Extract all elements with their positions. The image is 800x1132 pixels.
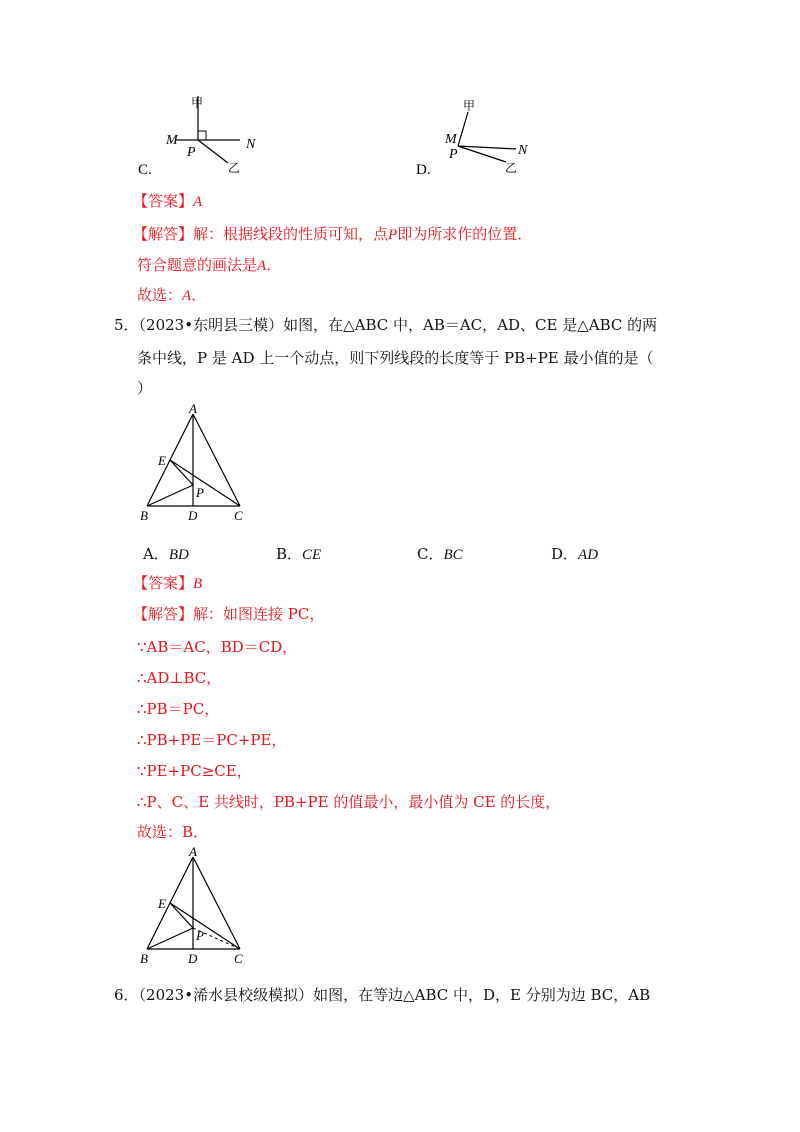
- figure-option-c: [130, 90, 280, 185]
- q5-stem-rest: ABC 中，AB＝AC，AD、CE 是△ABC 的两: [354, 316, 658, 334]
- q5-fig-c: C: [234, 508, 243, 523]
- q5-option-a-text: BD: [168, 547, 189, 563]
- q5-option-b-letter: B．: [276, 545, 303, 563]
- q4-line2-end: ．: [266, 256, 282, 274]
- q4-answer: [133, 191, 202, 212]
- q4-solution: [133, 224, 532, 245]
- q5-option-d-text: AD: [578, 547, 599, 563]
- q5-solution: [133, 604, 324, 624]
- q5-step-1: ∵AB＝AC，BD＝CD，: [137, 638, 298, 656]
- figure-option-d: [408, 92, 558, 187]
- q5-solution-tag: 【解答】: [133, 605, 194, 623]
- q5-stem-line-1: [114, 315, 657, 335]
- q4-solution-text-2: 即为所求作的位置．: [397, 225, 533, 243]
- q4-final-text: 故选：: [137, 286, 183, 304]
- q5-option-c[interactable]: [417, 543, 463, 564]
- q5-number: 5．: [114, 316, 139, 334]
- q4-final: [137, 285, 206, 306]
- fig-c-n: N: [246, 137, 256, 152]
- q5-triangle-figure: [135, 402, 255, 524]
- fig-d-m: M: [445, 132, 457, 147]
- q5-step-4: ∴PB+PE＝PC+PE，: [137, 731, 287, 749]
- q5-option-d-letter: D．: [551, 545, 579, 563]
- q4-final-end: ．: [191, 286, 207, 304]
- q5-sol-fig-c: C: [234, 951, 243, 966]
- q5-fig-b: B: [140, 508, 148, 523]
- q5-option-c-letter: C．: [417, 545, 444, 563]
- fig-d-n: N: [518, 143, 528, 158]
- q4-solution-p: P: [388, 227, 398, 243]
- q5-source: （2023•东明县三模）如图，在△: [138, 316, 355, 334]
- q5-sol-fig-a: A: [189, 845, 197, 859]
- q4-line2-text: 符合题意的画法是: [137, 256, 258, 274]
- q4-answer-tag: 【答案】: [133, 192, 194, 210]
- q5-sol-fig-e: E: [158, 896, 166, 911]
- q5-option-d[interactable]: [551, 543, 598, 564]
- q5-stem-line-3: ）: [137, 379, 153, 397]
- q5-answer-value: B: [193, 576, 203, 592]
- q6-number: 6．: [114, 986, 139, 1004]
- q5-answer-tag: 【答案】: [133, 574, 194, 592]
- q5-option-b-text: CE: [302, 547, 322, 563]
- q5-fig-p: P: [196, 485, 204, 500]
- q5-option-c-text: BC: [443, 547, 463, 563]
- fig-c-jia: 甲: [191, 96, 204, 110]
- q5-sol-fig-b: B: [140, 951, 148, 966]
- q5-stem-line-2: 条中线，P 是 AD 上一个动点，则下列线段的长度等于 PB+PE 最小值的是（: [137, 349, 654, 367]
- q5-step-5: ∵PE+PC≥CE，: [137, 762, 252, 780]
- q6-stem: [114, 985, 650, 1005]
- q4-solution-text-1: 解：根据线段的性质可知，点: [193, 225, 389, 243]
- q5-sol-fig-p: P: [196, 928, 204, 943]
- q5-fig-d: D: [188, 508, 198, 523]
- q4-answer-value: A: [193, 194, 203, 210]
- fig-d-jia: 甲: [463, 99, 476, 113]
- q5-step-6: ∴P、C、E 共线时，PB+PE 的值最小，最小值为 CE 的长度，: [137, 793, 561, 811]
- q5-step-2: ∴AD⊥BC，: [137, 669, 222, 687]
- fig-c-label: C.: [138, 162, 152, 178]
- q5-option-b[interactable]: [276, 543, 321, 564]
- fig-c-p: P: [187, 145, 196, 160]
- q5-answer: [133, 573, 202, 594]
- q4-final-letter: A: [182, 288, 192, 304]
- q5-step-7: 故选：B．: [137, 823, 209, 841]
- fig-c-yi: 乙: [228, 161, 241, 175]
- fig-d-yi: 乙: [505, 161, 518, 175]
- fig-c-m: M: [166, 133, 178, 148]
- q4-solution-line-2: [137, 255, 281, 276]
- q6-stem-text: （2023•浠水县校级模拟）如图，在等边△ABC 中，D，E 分别为边 BC，AB: [138, 986, 651, 1004]
- q5-solution-figure: [135, 845, 255, 967]
- q5-fig-a: A: [189, 402, 197, 416]
- q4-line2-letter: A: [257, 258, 267, 274]
- fig-d-label: D.: [416, 162, 431, 178]
- q5-option-a-letter: A．: [143, 545, 169, 563]
- q5-solution-first: 解：如图连接 PC，: [193, 605, 325, 623]
- fig-d-p: P: [449, 147, 458, 162]
- q4-solution-tag: 【解答】: [133, 225, 194, 243]
- q5-option-a[interactable]: [143, 543, 189, 564]
- q5-sol-fig-d: D: [188, 951, 198, 966]
- q5-step-3: ∴PB＝PC，: [137, 700, 220, 718]
- q5-fig-e: E: [158, 453, 166, 468]
